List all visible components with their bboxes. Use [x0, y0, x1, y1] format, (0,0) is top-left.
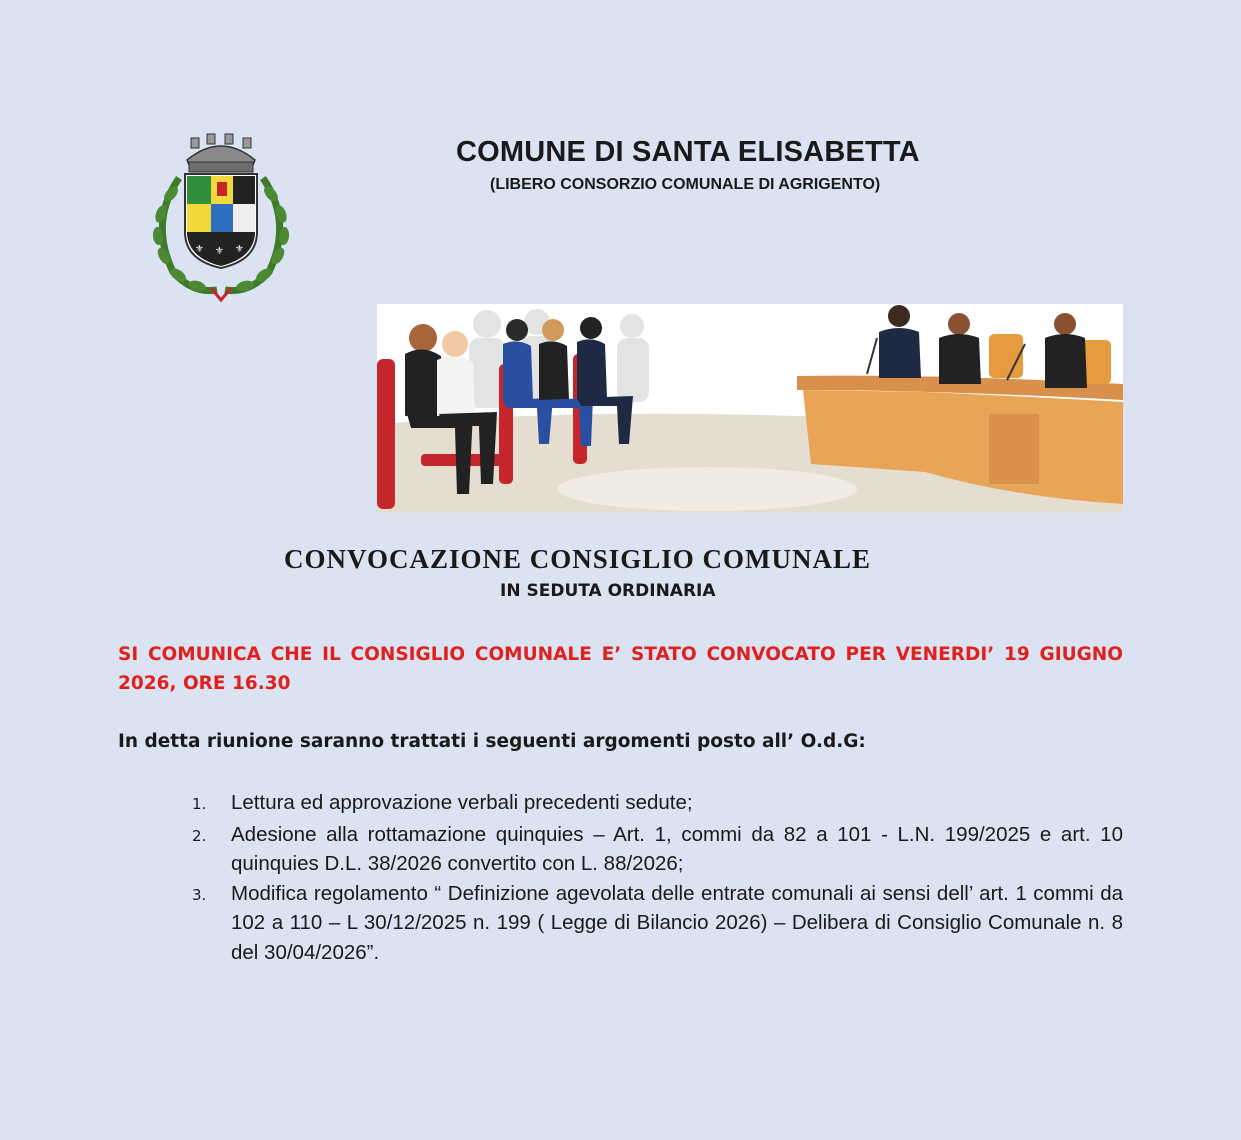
svg-text:⚜: ⚜	[195, 244, 204, 255]
svg-text:⚜: ⚜	[215, 246, 224, 257]
agenda-intro: In detta riunione saranno trattati i seguenti argomenti posto all’ O.d.G:	[118, 731, 866, 752]
coat-of-arms-icon	[145, 132, 297, 304]
session-type: IN SEDUTA ORDINARIA	[500, 581, 716, 601]
svg-text:⚜: ⚜	[235, 244, 244, 255]
agenda-item-text: Lettura ed approvazione verbali precedenti sedute;	[231, 791, 693, 814]
agenda-item-text: Adesione alla rottamazione quinquies – Art. 1, commi da 82 a 101 - L.N. 199/2025 e art. 10 quinquies D.L. 38/2026 convertito con L. 88/2026;	[231, 822, 1123, 875]
agenda-list	[192, 788, 1123, 967]
agenda-item-number: 1.	[192, 795, 207, 813]
convocation-heading: CONVOCAZIONE CONSIGLIO COMUNALE	[284, 544, 872, 574]
council-meeting-illustration	[377, 304, 1123, 513]
page-title: COMUNE DI SANTA ELISABETTA	[456, 136, 920, 168]
agenda-item-number: 3.	[192, 885, 207, 904]
agenda-item-number: 2.	[192, 826, 207, 845]
agenda-item	[192, 788, 1123, 820]
agenda-item	[192, 820, 1123, 879]
announcement-text: SI COMUNICA CHE IL CONSIGLIO COMUNALE E’ STATO CONVOCATO PER VENERDI’ 19 GIUGNO 2026, ORE 16.30	[118, 644, 1123, 694]
agenda-item-text: Modifica regolamento “ Definizione agevolata delle entrate comunali ai sensi dell’ art. 1 commi da 102 a 110 – L 30/12/2025 n. 199 ( Legge di Bilancio 2026) – Delibera di Consiglio Comunale n. 8 del 30/04/2026”.	[231, 881, 1123, 964]
agenda-item	[192, 879, 1123, 968]
page-subtitle: (LIBERO CONSORZIO COMUNALE DI AGRIGENTO)	[490, 176, 881, 193]
